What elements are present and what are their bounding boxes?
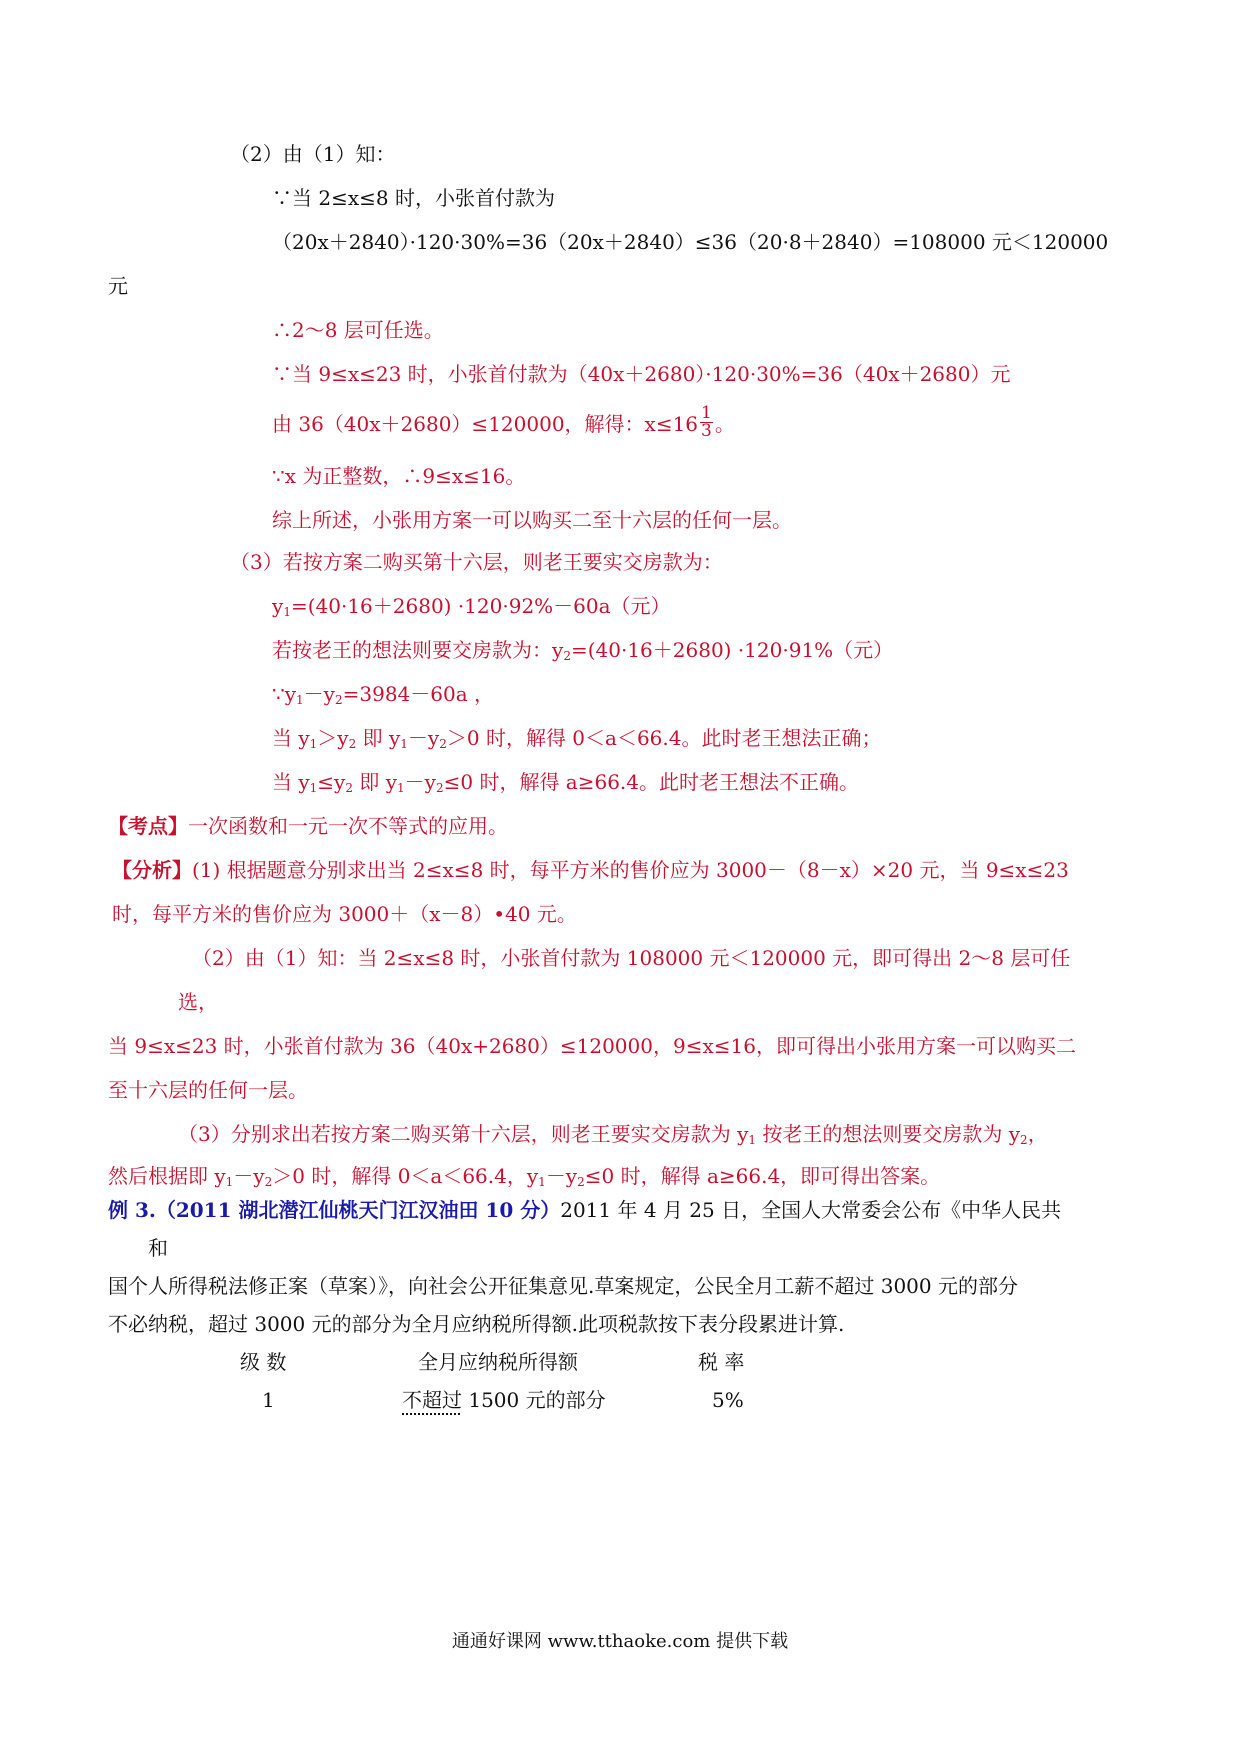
sol2-conclusion1: ∴2～8 层可任选。: [272, 318, 444, 342]
c2-e: ≤0 时，解得 a≥66.4。此时老王想法不正确。: [443, 770, 860, 794]
sol3-case-correct: [272, 724, 881, 752]
range-rest: 1500 元的部分: [462, 1388, 606, 1412]
sol2-integer-condition: ∵x 为正整数，∴9≤x≤16。: [272, 464, 526, 488]
c2-s4: 2: [435, 781, 444, 795]
inequality-end: 。: [714, 412, 735, 436]
page-footer: 通通好课网 www.tthaoke.com 提供下载: [451, 1631, 789, 1652]
fenxi-line3b: 至十六层的任何一层。: [108, 1078, 308, 1102]
sol2-calc1-tail: 元: [108, 274, 128, 298]
table-header-income: 全月应纳税所得额: [418, 1350, 578, 1374]
c1-s4: 2: [439, 737, 447, 751]
range-emphasis: 不超过: [402, 1388, 462, 1412]
y2-expr: =(40·16＋2680) ·120·91%（元）: [570, 638, 894, 662]
p5s1: 1: [225, 1175, 234, 1189]
c1-s1: 1: [309, 737, 318, 751]
p5a: 然后根据即 y: [108, 1164, 226, 1188]
kaodian-text: 一次函数和一元一次不等式的应用。: [188, 814, 508, 838]
p5s3: 1: [538, 1175, 546, 1189]
c1-a: 当 y: [272, 726, 310, 750]
p5c: ＞0 时，解得 0＜a＜66.4，y: [272, 1164, 539, 1188]
example3-text1: 2011 年 4 月 25 日，全国人大常委会公布《中华人民共: [560, 1198, 1062, 1222]
fenxi-line2b: 选，: [178, 990, 218, 1014]
c1-b: ＞y: [317, 726, 349, 750]
c1-s3: 1: [400, 737, 408, 751]
p4c: ，: [1027, 1122, 1048, 1146]
y1-expr: =(40·16＋2680) ·120·92%－60a（元）: [290, 594, 671, 618]
c1-s2: 2: [348, 737, 357, 751]
table-header-level: 级 数: [240, 1350, 287, 1374]
diff-b: －y: [303, 682, 335, 706]
example3-line1b: 和: [148, 1236, 168, 1260]
sol3-y2: [272, 636, 893, 664]
fenxi-line1b: 时，每平方米的售价应为 3000＋（x－8）•40 元。: [112, 902, 577, 926]
y2-text: 若按老王的想法则要交房款为：y: [272, 638, 564, 662]
fenxi-p1: (1) 根据题意分别求出当 2≤x≤8 时，每平方米的售价应为 3000－（8－x）×20 元，当 9≤x≤23: [192, 858, 1069, 882]
p5s4: 2: [577, 1175, 585, 1189]
c2-b: ≤y: [317, 770, 346, 794]
table-row1-rate: 5%: [712, 1388, 744, 1412]
fenxi-line5: [108, 1162, 940, 1190]
c1-c: 即 y: [356, 726, 401, 750]
example3-source: （2011 湖北潜江仙桃天门江汉油田 10 分）: [155, 1198, 561, 1222]
p5s2: 2: [264, 1175, 273, 1189]
c2-d: －y: [404, 770, 436, 794]
c1-e: ＞0 时，解得 0＜a＜66.4。此时老王想法正确；: [446, 726, 882, 750]
sol2-case2: ∵当 9≤x≤23 时，小张首付款为（40x＋2680）·120·30%=36（40x＋2680）元: [272, 362, 1011, 386]
fenxi-line1: [112, 856, 1069, 884]
y1-sub: 1: [283, 605, 291, 619]
p4a: （3）分别求出若按方案二购买第十六层，则老王要实交房款为 y: [178, 1122, 749, 1146]
example3-label: 例 3.: [108, 1198, 156, 1222]
p4s1: 1: [748, 1133, 757, 1147]
c2-a: 当 y: [272, 770, 310, 794]
fenxi-line4: [178, 1120, 1048, 1148]
fraction-denominator: 3: [701, 421, 712, 441]
table-row1-level: 1: [262, 1388, 275, 1412]
example3-line1: [108, 1196, 1061, 1224]
table-header-rate: 税 率: [698, 1350, 745, 1374]
example3-line2: 国个人所得税法修正案（草案）》，向社会公开征集意见.草案规定，公民全月工薪不超过 3000 元的部分: [108, 1274, 1018, 1298]
sol2-intro: （2）由（1）知：: [230, 142, 396, 166]
diff-c: =3984－60a ，: [342, 682, 495, 706]
sol2-summary: 综上所述，小张用方案一可以购买二至十六层的任何一层。: [272, 508, 792, 532]
table-row1-range: [402, 1386, 606, 1414]
c2-s1: 1: [309, 781, 318, 795]
kaodian-label: 【考点】: [108, 814, 188, 838]
c2-s2: 2: [345, 781, 353, 795]
sol2-inequality: [272, 403, 735, 441]
y2-sub: 2: [563, 649, 571, 663]
p4b: 按老王的想法则要交房款为 y: [756, 1122, 1021, 1146]
diff-sub2: 2: [334, 693, 343, 707]
p4s2: 2: [1020, 1133, 1028, 1147]
p5d: －y: [545, 1164, 578, 1188]
sol3-difference: [272, 680, 494, 708]
fenxi-label: 【分析】: [112, 858, 192, 882]
sol2-calc1: （20x＋2840）·120·30%=36（20x＋2840）≤36（20·8＋2840）=108000 元＜120000: [272, 230, 1109, 254]
sol2-case1: ∵当 2≤x≤8 时，小张首付款为: [272, 186, 555, 210]
example3-line3: 不必纳税，超过 3000 元的部分为全月应纳税所得额.此项税款按下表分段累进计算.: [108, 1312, 845, 1336]
kaodian-line: [108, 812, 508, 840]
c2-c: 即 y: [353, 770, 398, 794]
y1-var: y: [272, 594, 284, 618]
inequality-text: 由 36（40x＋2680）≤120000，解得：x≤16: [272, 412, 699, 436]
sol3-y1: [272, 592, 671, 620]
c2-s3: 1: [397, 781, 405, 795]
diff-sub1: 1: [296, 693, 304, 707]
p5b: －y: [233, 1164, 265, 1188]
fraction-numerator: 1: [701, 403, 712, 423]
p5e: ≤0 时，解得 a≥66.4，即可得出答案。: [584, 1164, 941, 1188]
fraction-one-third: [700, 405, 713, 440]
fenxi-line3: 当 9≤x≤23 时，小张首付款为 36（40x+2680）≤120000，9≤x≤16，即可得出小张用方案一可以购买二: [108, 1034, 1076, 1058]
fenxi-line2: （2）由（1）知：当 2≤x≤8 时，小张首付款为 108000 元＜120000 元，即可得出 2～8 层可任: [192, 946, 1071, 970]
sol3-intro: （3）若按方案二购买第十六层，则老王要实交房款为：: [230, 550, 723, 574]
diff-a: ∵y: [272, 682, 297, 706]
c1-d: －y: [407, 726, 440, 750]
sol3-case-incorrect: [272, 768, 859, 796]
